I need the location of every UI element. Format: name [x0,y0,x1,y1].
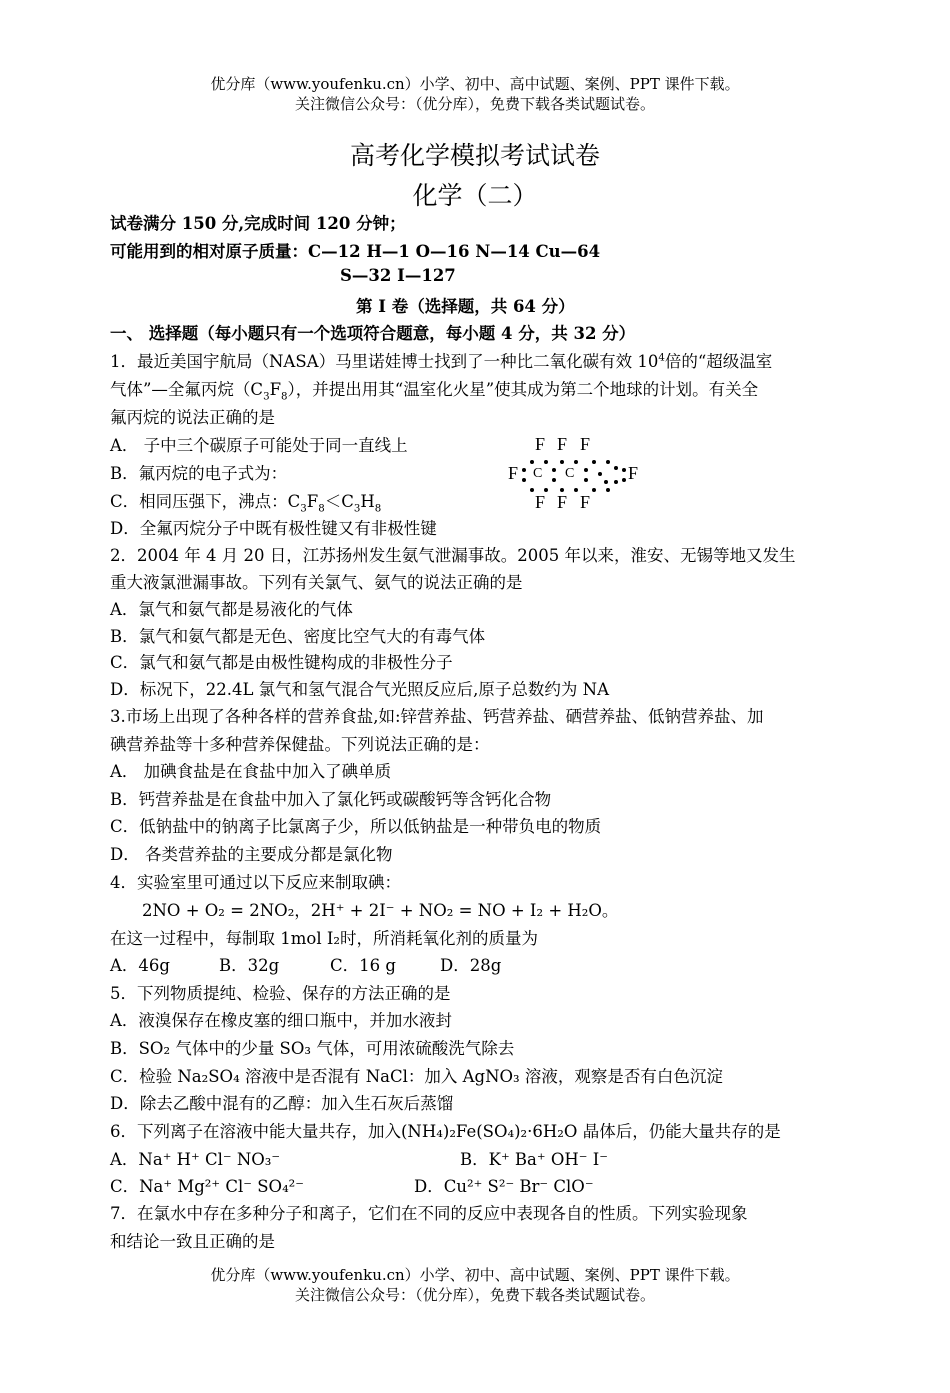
q7-line-2: 和结论一致且正确的是 [110,1232,275,1251]
q3-option-b: B．钙营养盐是在食盐中加入了氯化钙或碳酸钙等含钙化合物 [110,790,552,809]
q1-line-2: 气体”—全氟丙烷$(C_3F_8)$，并提出用其“温室化火星”使其成为第二个地球的计划。有关全 [110,380,759,403]
q3-line-2: 碘营养盐等十多种营养保健盐。下列说法正确的是： [110,735,490,754]
q6-option-d: D．Cu²⁺ S²⁻ Br⁻ ClO⁻ [414,1177,594,1196]
q1-option-c: C．相同压强下，沸点：$C_3F_8<C_3H_8$ [110,492,382,515]
exam-info-atomic-mass-cont: S—32 I—127 [340,266,456,285]
q1-option-d: D．全氟丙烷分子中既有极性键又有非极性键 [110,519,437,538]
q3-option-a: A． 加碘食盐是在食盐中加入了碘单质 [110,762,392,781]
q1-option-b: B．氟丙烷的电子式为： [110,464,288,483]
q1-line-3: 氟丙烷的说法正确的是 [110,408,275,427]
q3-option-c: C．低钠盐中的钠离子比氯离子少，所以低钠盐是一种带负电的物质 [110,817,602,836]
exam-info-score: 试卷满分 150 分,完成时间 120 分钟； [110,214,406,233]
header-line-1: 优分库（www.youfenku.cn）小学、初中、高中试题、案例、PPT 课件下载。 [210,75,740,93]
q2-option-b: B．氯气和氨气都是无色、密度比空气大的有毒气体 [110,627,486,646]
q1-option-a: A． 子中三个碳原子可能处于同一直线上 [110,436,408,455]
q6-option-c: C．Na⁺ Mg²⁺ Cl⁻ SO₄²⁻ [110,1177,305,1196]
q4-option-b: B．32g [219,956,280,975]
q4-option-a: A．46g [110,956,170,975]
part-heading: 第 I 卷（选择题，共 64 分） [356,297,575,316]
electron-formula-diagram [500,432,650,514]
mol-f-top-3: F [580,434,591,454]
page-footer [0,1265,950,1305]
q3-line-1: 3.市场上出现了各种各样的营养食盐,如:锌营养盐、钙营养盐、硒营养盐、低钠营养盐、加 [110,707,764,726]
mol-f-left: F [508,463,519,483]
mol-c-1: C [533,466,543,481]
mol-f-top-2: F [557,434,568,454]
mol-f-bottom-1: F [535,492,546,512]
mol-c-2: C [565,466,575,481]
q5-option-a: A．液溴保存在橡皮塞的细口瓶中，并加水液封 [110,1011,452,1030]
page-header [0,74,950,114]
q5-line-1: 5．下列物质提纯、检验、保存的方法正确的是 [110,984,451,1003]
footer-line-2: 关注微信公众号：（优分库），免费下载各类试题试卷。 [294,1286,655,1304]
section-heading: 一、 选择题（每小题只有一个选项符合题意，每小题 4 分，共 32 分） [110,324,636,343]
exam-subtitle: 化学（二） [412,181,538,210]
footer-line-1: 优分库（www.youfenku.cn）小学、初中、高中试题、案例、PPT 课件下载。 [210,1266,740,1284]
q2-line-1: 2．2004 年 4 月 20 日，江苏扬州发生氨气泄漏事故。2005 年以来，淮安、无锡等地又发生 [110,546,796,565]
q5-option-c: C．检验 Na₂SO₄ 溶液中是否混有 NaCl：加入 AgNO₃ 溶液，观察是否有白色沉淀 [110,1067,723,1086]
mol-f-top-1: F [535,434,546,454]
q4-option-d: D．28g [440,956,502,975]
q6-line-1: 6．下列离子在溶液中能大量共存，加入(NH₄)₂Fe(SO₄)₂·6H₂O 晶体后，仍能大量共存的是 [110,1122,781,1141]
q2-option-a: A．氯气和氨气都是易液化的气体 [110,600,353,619]
q6-option-b: B．K⁺ Ba⁺ OH⁻ I⁻ [460,1150,608,1169]
q7-line-1: 7．在氯水中存在多种分子和离子，它们在不同的反应中表现各自的性质。下列实验现象 [110,1204,748,1223]
mol-f-bottom-3: F [580,492,591,512]
q2-line-2: 重大液氯泄漏事故。下列有关氯气、氨气的说法正确的是 [110,573,523,592]
q4-line-1: 4．实验室里可通过以下反应来制取碘： [110,873,401,892]
q4-line-3: 在这一过程中，每制取 1mol I₂时，所消耗氧化剂的质量为 [110,929,538,948]
header-line-2: 关注微信公众号：（优分库），免费下载各类试题试卷。 [294,95,655,113]
mol-f-bottom-2: F [557,492,568,512]
q2-option-c: C．氯气和氨气都是由极性键构成的非极性分子 [110,653,453,672]
exam-title: 高考化学模拟考试试卷 [349,141,600,170]
q5-option-d: D．除去乙酸中混有的乙醇：加入生石灰后蒸馏 [110,1094,454,1113]
q4-equation: 2NO + O₂ = 2NO₂，2H⁺ + 2I⁻ + NO₂ = NO + I₂ + H₂O。 [142,901,619,920]
q4-option-c: C．16 g [330,956,396,975]
q6-option-a: A．Na⁺ H⁺ Cl⁻ NO₃⁻ [110,1150,281,1169]
q2-option-d: D．标况下，22.4L 氯气和氢气混合气光照反应后,原子总数约为 NA [110,680,610,699]
q3-option-d: D． 各类营养盐的主要成分都是氯化物 [110,845,393,864]
q5-option-b: B．SO₂ 气体中的少量 SO₃ 气体，可用浓硫酸洗气除去 [110,1039,515,1058]
mol-f-right: F [628,463,639,483]
exam-info-atomic-mass: 可能用到的相对原子质量：C—12 H—1 O—16 N—14 Cu—64 [110,242,601,261]
q1-line-1: 1．最近美国宇航局（NASA）马里诺娃博士找到了一种比二氧化碳有效 $10^4$倍的“超级温室 [110,352,773,371]
